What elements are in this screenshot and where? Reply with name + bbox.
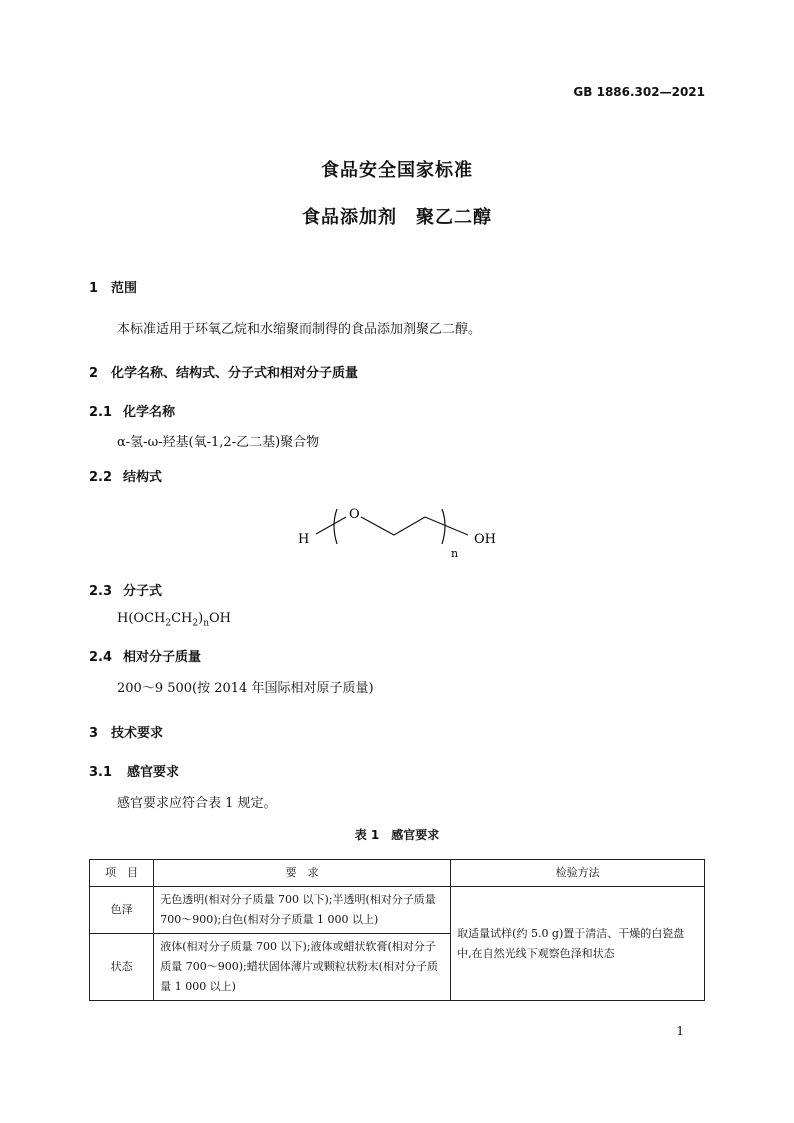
section-title: 感官要求 xyxy=(127,765,180,780)
formula-subscript: 2 xyxy=(165,618,172,629)
section-title: 结构式 xyxy=(123,470,163,485)
sensory-requirements-table xyxy=(89,859,705,1001)
section-number: 2.1 xyxy=(89,405,113,420)
formula-part: CH xyxy=(171,611,193,626)
section-number: 2.2 xyxy=(89,470,113,485)
molecular-formula xyxy=(117,611,231,629)
section-3-heading xyxy=(89,722,163,741)
right-bracket xyxy=(442,509,445,544)
row-item: 色泽 xyxy=(90,887,154,934)
formula-part: OH xyxy=(209,611,231,626)
section-1-heading xyxy=(89,277,137,296)
molecular-mass: 200～9 500(按 2014 年国际相对原子质量) xyxy=(117,681,374,696)
scope-text: 本标准适用于环氧乙烷和水缩聚而制得的食品添加剂聚乙二醇。 xyxy=(117,322,482,337)
row-method: 取适量试样(约 5.0 g)置于清洁、干燥的白瓷盘中,在自然光线下观察色泽和状态 xyxy=(451,887,705,1001)
page-title: 食品安全国家标准 xyxy=(321,160,473,181)
section-2-2-heading xyxy=(89,466,162,485)
page-number: 1 xyxy=(676,1024,684,1038)
section-2-1-heading xyxy=(89,401,175,420)
section-number: 2.3 xyxy=(89,584,113,599)
section-number: 3.1 xyxy=(89,765,113,780)
table-header-row xyxy=(90,860,705,887)
sensory-text: 感官要求应符合表 1 规定。 xyxy=(117,796,277,811)
row-requirement: 液体(相对分子质量 700 以下);液体或蜡状软膏(相对分子质量 700～900);蜡状固体薄片或颗粒状粉末(相对分子质量 1 000 以上) xyxy=(154,934,451,1001)
section-number: 3 xyxy=(89,726,99,741)
oxygen-label: O xyxy=(349,507,360,522)
section-2-heading xyxy=(89,362,358,381)
formula-part: H(OCH xyxy=(117,611,166,626)
section-number: 1 xyxy=(89,281,99,296)
header-item: 项 目 xyxy=(90,860,154,887)
section-2-3-heading xyxy=(89,580,162,599)
page-subtitle: 食品添加剂 聚乙二醇 xyxy=(302,207,492,228)
section-3-1-heading xyxy=(89,761,179,780)
hydroxyl-label: OH xyxy=(474,532,496,547)
bond-c-c xyxy=(394,517,425,535)
left-bracket xyxy=(334,509,337,544)
header-requirement: 要 求 xyxy=(154,860,451,887)
repeat-index: n xyxy=(451,547,459,560)
table-row xyxy=(90,887,705,934)
row-item: 状态 xyxy=(90,934,154,1001)
bond-c-oh xyxy=(425,517,468,535)
section-2-4-heading xyxy=(89,646,201,665)
section-title: 技术要求 xyxy=(111,726,164,741)
section-title: 化学名称 xyxy=(123,405,176,420)
structural-formula xyxy=(290,498,510,568)
header-method: 检验方法 xyxy=(451,860,705,887)
formula-subscript: 2 xyxy=(192,618,199,629)
formula-part: ) xyxy=(198,611,204,626)
section-title: 相对分子质量 xyxy=(123,650,202,665)
section-number: 2.4 xyxy=(89,650,113,665)
row-requirement: 无色透明(相对分子质量 700 以下);半透明(相对分子质量 700～900);白色(相对分子质量 1 000 以上) xyxy=(154,887,451,934)
section-title: 化学名称、结构式、分子式和相对分子质量 xyxy=(111,366,359,381)
section-title: 范围 xyxy=(111,281,138,296)
hydrogen-label: H xyxy=(298,532,310,547)
section-title: 分子式 xyxy=(123,584,163,599)
chemical-name: α-氢-ω-羟基(氧-1,2-乙二基)聚合物 xyxy=(117,435,320,450)
table-caption: 表 1 感官要求 xyxy=(354,828,440,842)
standard-code: GB 1886.302—2021 xyxy=(573,85,705,99)
section-number: 2 xyxy=(89,366,99,381)
bond-h-o xyxy=(316,517,346,534)
bond-o-c xyxy=(361,517,394,535)
formula-subscript: n xyxy=(203,618,209,629)
